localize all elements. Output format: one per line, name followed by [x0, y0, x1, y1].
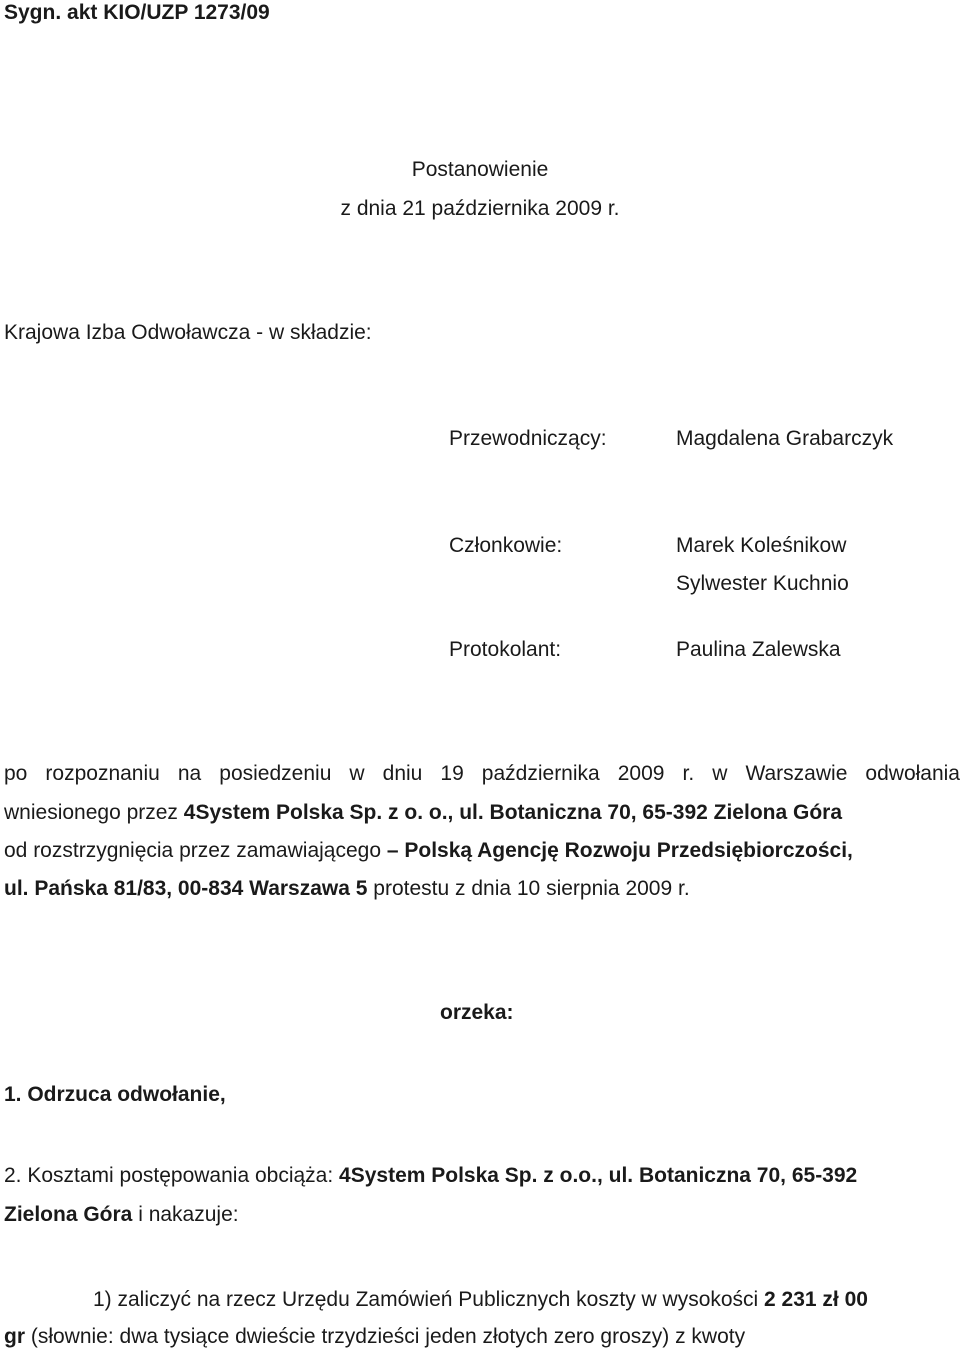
- ruling-heading: orzeka:: [440, 1001, 514, 1024]
- document-date: z dnia 21 października 2009 r.: [340, 197, 620, 220]
- clerk-name: Paulina Zalewska: [676, 638, 841, 661]
- body-text: (słownie: dwa tysiące dwieście trzydzieści jeden złotych zero groszy) z kwoty: [25, 1325, 746, 1348]
- ruling-sub-1-line-2: [4, 1326, 960, 1347]
- case-reference: Sygn. akt KIO/UZP 1273/09: [4, 1, 270, 24]
- body-text: protestu z dnia 10 sierpnia 2009 r.: [367, 877, 690, 900]
- member-name: Sylwester Kuchnio: [676, 572, 849, 595]
- cost-bearer-city: Zielona Góra: [4, 1203, 133, 1226]
- body-line-3: [4, 840, 960, 861]
- panel-intro: Krajowa Izba Odwoławcza - w składzie:: [4, 321, 372, 344]
- body-line-2: [4, 802, 960, 823]
- ruling-item-2-line-1: [4, 1165, 960, 1186]
- cost-amount-unit: gr: [4, 1325, 25, 1348]
- authority-address: ul. Pańska 81/83, 00-834 Warszawa 5: [4, 877, 368, 900]
- body-text: wniesionego przez: [4, 801, 184, 824]
- cost-bearer: 4System Polska Sp. z o.o., ul. Botaniczna 70, 65-392: [339, 1164, 858, 1187]
- ruling-item-2-line-2: [4, 1204, 960, 1225]
- contracting-authority: – Polską Agencję Rozwoju Przedsiębiorczości,: [386, 839, 853, 862]
- clerk-label: Protokolant:: [449, 638, 562, 661]
- chair-name: Magdalena Grabarczyk: [676, 427, 894, 450]
- member-name: Marek Koleśnikow: [676, 534, 847, 557]
- body-text: od rozstrzygnięcia przez zamawiającego: [4, 839, 387, 862]
- ruling-item-1: 1. Odrzuca odwołanie,: [4, 1083, 226, 1106]
- members-label: Członkowie:: [449, 534, 563, 557]
- body-text: 1) zaliczyć na rzecz Urzędu Zamówień Publicznych koszty w wysokości: [93, 1288, 765, 1311]
- appellant-name: 4System Polska Sp. z o. o., ul. Botaniczna 70, 65-392 Zielona Góra: [183, 801, 842, 824]
- cost-amount: 2 231 zł 00: [764, 1288, 868, 1311]
- body-line-1: [4, 763, 960, 784]
- body-text: 2. Kosztami postępowania obciąża:: [4, 1164, 340, 1187]
- body-text: po rozpoznaniu na posiedzeniu w dniu 19 października 2009 r. w Warszawie odwołania: [4, 762, 960, 785]
- body-line-4: [4, 878, 960, 899]
- chair-label: Przewodniczący:: [449, 427, 607, 450]
- document-title: Postanowienie: [411, 158, 549, 181]
- ruling-sub-1-line-1: [93, 1289, 868, 1310]
- body-text: i nakazuje:: [132, 1203, 239, 1226]
